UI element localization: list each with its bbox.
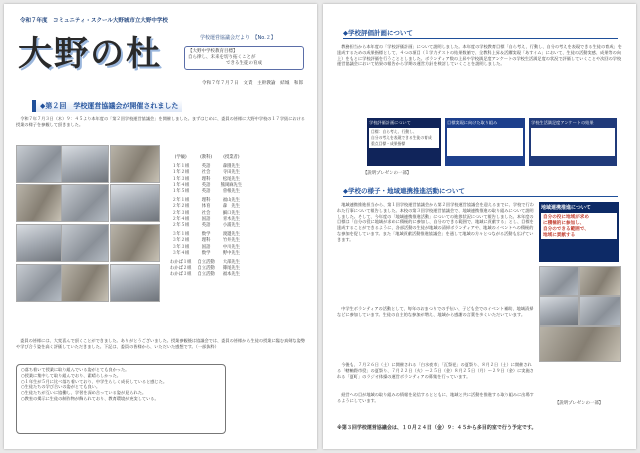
evaluation-section-title: ◆学校評価計画について bbox=[343, 28, 618, 39]
table-row bbox=[167, 210, 245, 216]
table-cell: ３年３組 bbox=[172, 244, 190, 250]
evaluation-paragraph: 教務担当から本年度の「学校評価計画」について説明しました。本年度の学校教育目標「自ら考え、行動し、自分の考えを表現できる生徒の育成」を達成するための成果指標として、４つの項目（１学力テストの結果数値で、全教科上昇＆活躍実現「あすイム」において、生徒の活動実感、成果等の向上）をもとに学校評価を行うこととしました。ボランティア数の上昇や学校満足度アンケートの学校生活満足度の状況で評価していくことや次回の学校運営協議会において結果の報告から学期の運営方針を検討していくことを説明しました。 bbox=[337, 44, 622, 67]
table-cell: 理科 bbox=[201, 198, 211, 204]
presentation-slide: 学校生活満足度アンケートの結果 bbox=[529, 118, 617, 166]
table-cell: 社会 bbox=[201, 210, 211, 216]
comment-item: ○生徒たちの学び合いの姿がとても良い。 bbox=[21, 384, 101, 390]
classroom-photo bbox=[110, 264, 160, 302]
after-paragraph: 委員の皆様には、大変喜んで頂くことができました。ありがとうございました。授業参観後は協議会では、委員の皆様から生徒の授業に臨む真剣な姿勢や学び合う姿を高く評価していただきました。下記は、委員の皆様から、いただいた感想です。（一部抜粋） bbox=[16, 338, 305, 349]
comment-item: ○授業に集中して取り組んでおり、素晴らしかった。 bbox=[21, 372, 121, 378]
table-cell: ３年２組 bbox=[172, 238, 190, 244]
table-row bbox=[167, 271, 245, 277]
education-motto: 【大野中学校教育目標】 自ら律し、未来を切り拓くことが できる生徒の育成 bbox=[184, 46, 304, 70]
table-cell: １年３組 bbox=[172, 176, 190, 182]
table-row bbox=[167, 222, 245, 228]
table-cell: １年２組 bbox=[172, 170, 190, 176]
notice-paragraph: 今後も、７月２６日（土）に開催される「白水夜市」「瓦祭祀」の夏祭り、８月２日（土）に開催される「轄軸際市役」の夏祭り、７月２２日（火）～２５日（金）８月２５日（月）～２９日（金）に実施される「夏町」のラジオ体操の運営ボランティアの募集を行っています。 bbox=[337, 362, 534, 379]
table-cell: 大部先生 bbox=[222, 259, 240, 265]
table-cell: 小浦先生 bbox=[222, 222, 240, 228]
classroom-photo bbox=[110, 184, 160, 222]
table-cell: 理科 bbox=[201, 176, 211, 182]
table-row bbox=[167, 265, 245, 271]
table-cell: 森園先生 bbox=[222, 164, 240, 170]
table-cell: 細口先生 bbox=[222, 210, 240, 216]
newsletter-left-page bbox=[4, 4, 317, 449]
activity-photo bbox=[539, 266, 579, 296]
school-org: 令和７年度 コミュニティ・スクール大野城市立大野中学校 bbox=[20, 18, 168, 24]
comment-item: ○落ち着いて授業に取り組んでいる姿がとても良かった。 bbox=[21, 367, 130, 372]
table-cell: 社会 bbox=[201, 170, 211, 176]
table-cell: 英語 bbox=[201, 182, 211, 188]
table-cell: 数学 bbox=[201, 250, 211, 256]
table-cell: 青木先生 bbox=[222, 216, 240, 222]
classroom-photo bbox=[16, 145, 62, 183]
table-row bbox=[167, 259, 245, 265]
table-cell: 英語 bbox=[201, 189, 211, 195]
classroom-photo bbox=[110, 145, 160, 183]
table-cell: 自立活動 bbox=[197, 259, 215, 265]
table-cell: ３年４組 bbox=[172, 250, 190, 256]
table-header-cell: (教科) bbox=[200, 155, 213, 161]
table-row bbox=[167, 237, 245, 243]
table-cell: 篠尾先生 bbox=[222, 266, 240, 272]
table-cell: 福本先生 bbox=[222, 272, 240, 278]
classroom-photo bbox=[61, 145, 109, 183]
activity-photo bbox=[579, 296, 621, 326]
table-cell: １年５組 bbox=[172, 189, 190, 195]
presentation-slide: 学校評価計画について 目標：自ら考え、行動し、 自分の考えを表現できる生徒の育成 重点目標・成果指標 bbox=[367, 118, 441, 166]
section-heading: ◆第２回 学校運営協議会が開催されました bbox=[32, 100, 182, 112]
community-paragraph: 地域連携推進担当から、第１回学校運営協議会から第２回学校運営協議会を迎えるまでに、学校で行われた行事について報告しました。本校の第３回学校運営協議会で、地域連携推進の取り組みについて説明しました。そして、今年度の「地域連携推進活動」についての進捗状況について報告しました。本年度の目標は「自分の役に地域が求めに積極的に参加し、自分のできる範囲で、地域に貢献する」とし、目標を達成することができるように、各部活動の生徒が地域の清掃ボランティアや、地域のイベントへの積極的な参加を促しています。また「地域貢献活動推進協議会」を通して地域の方々とつながる活動も広げていきます。 bbox=[337, 202, 534, 242]
table-cell: ２年３組 bbox=[172, 210, 190, 216]
table-cell: 福山先生 bbox=[222, 198, 240, 204]
table-cell: 熊岡麻先生 bbox=[220, 182, 243, 188]
table-cell: 寺田先生 bbox=[222, 170, 240, 176]
slide-caption: 【説明プレゼンの一部】 bbox=[363, 171, 412, 176]
community-slide: 地域連携推進について 自分の役に地域が求め に積極的に参加し、 自分のできる範囲で、 地域に貢献する bbox=[539, 202, 619, 262]
table-row bbox=[167, 188, 245, 194]
table-cell: 野中先生 bbox=[222, 250, 240, 256]
community-section-title: ◆学校の様子・地域連携推進活動について bbox=[343, 186, 618, 197]
table-header-row bbox=[167, 154, 245, 163]
comment-item: ○１年生が５月に比べ落ち着いており、中学生らしく成長していると感じた。 bbox=[21, 378, 168, 384]
activity-photo bbox=[539, 326, 621, 362]
table-cell: 竹井先生 bbox=[222, 238, 240, 244]
presentation-slide: 目標実現に向けた取り組み bbox=[445, 118, 525, 166]
table-cell: ２年４組 bbox=[172, 216, 190, 222]
class-schedule-table bbox=[167, 154, 245, 277]
table-row bbox=[167, 250, 245, 256]
slide-caption: 【説明プレゼンの一部】 bbox=[555, 401, 604, 406]
table-cell: 英語 bbox=[201, 222, 211, 228]
table-cell: 国語 bbox=[201, 244, 211, 250]
classroom-photo bbox=[110, 224, 160, 262]
classroom-photo bbox=[16, 184, 62, 222]
table-cell: 国語 bbox=[201, 216, 211, 222]
comment-item: ○生徒たちが互いに協働し、学習を深め合っている姿が見られた。 bbox=[21, 390, 147, 396]
table-cell: １年４組 bbox=[172, 182, 190, 188]
community-paragraph-2: 中学生ボランティアの活動として、毎年のおまつりでの手伝い、子ども会でのイベント補助、地域清掃などに参加しています。生徒の自主的な参加が増え、地域から感謝の言葉を多くいただいています。 bbox=[337, 306, 534, 317]
table-row bbox=[167, 169, 245, 175]
footer-note: ※第３回学校運営協議会は、１０月２４日（金）９：４５から多目的室で行う予定です。 bbox=[337, 425, 537, 431]
table-cell: ２年２組 bbox=[172, 204, 190, 210]
table-cell: 理科 bbox=[201, 238, 211, 244]
table-row bbox=[167, 243, 245, 249]
classroom-photo bbox=[16, 224, 62, 262]
issue-date: 令和７年７月７日 文責 主幹教諭 結城 和郎 bbox=[202, 81, 304, 86]
table-cell: 渡邊先生 bbox=[222, 232, 240, 238]
table-cell: ２年５組 bbox=[172, 222, 190, 228]
classroom-photo bbox=[16, 264, 62, 302]
table-row bbox=[167, 182, 245, 188]
intro-paragraph: 令和７年７月３日（木）９：４５より本年度の「第２回学校運営協議会」を開催しました。まずはじめに、委員の皆様に大野中学校の１７学級における授業の様子を参観して頂きました。 bbox=[16, 116, 305, 127]
table-cell: 松尾先生 bbox=[222, 176, 240, 182]
table-cell: 自立活動 bbox=[197, 272, 215, 278]
table-header-cell: (学級) bbox=[174, 155, 187, 161]
table-cell: 中川先生 bbox=[222, 244, 240, 250]
table-cell: 英語 bbox=[201, 164, 211, 170]
classroom-photo bbox=[61, 264, 109, 302]
issue-label: 学校運営協議会だより 【No.２】 bbox=[200, 35, 276, 41]
table-cell: ２年１組 bbox=[172, 198, 190, 204]
diamond-icon: ◆ bbox=[40, 102, 46, 110]
notice-paragraph-2: 経営への目が地域の取り組みの情報を発信するとともに、地域と共に活動を推進する取り組みに出場するようにしています。 bbox=[337, 392, 534, 403]
activity-photo bbox=[579, 266, 621, 296]
newsletter-right-page bbox=[323, 4, 636, 449]
table-row bbox=[167, 176, 245, 182]
table-header-cell: (授業者) bbox=[223, 155, 240, 161]
table-cell: わかば１組 bbox=[170, 259, 192, 265]
table-cell: ３年１組 bbox=[172, 232, 190, 238]
table-cell: わかば３組 bbox=[170, 272, 192, 278]
comments-box bbox=[16, 364, 226, 434]
table-cell: 体育 bbox=[201, 204, 211, 210]
newsletter-logo: 大野の杜 bbox=[18, 34, 162, 74]
table-row bbox=[167, 197, 245, 203]
table-cell: 森 先生 bbox=[222, 204, 240, 210]
table-row bbox=[167, 163, 245, 169]
classroom-photo bbox=[61, 184, 109, 222]
table-row bbox=[167, 216, 245, 222]
table-cell: １年１組 bbox=[172, 164, 190, 170]
classroom-photo bbox=[61, 224, 109, 262]
comment-item: ○教室の掲示に生徒の制作物が飾られており、教育環境が充実している。 bbox=[21, 395, 159, 401]
table-row bbox=[167, 203, 245, 209]
table-cell: 曽根先生 bbox=[222, 189, 240, 195]
table-row bbox=[167, 231, 245, 237]
table-cell: 自立活動 bbox=[197, 266, 215, 272]
table-cell: わかば２組 bbox=[170, 266, 192, 272]
activity-photo bbox=[539, 296, 579, 326]
table-cell: 数学 bbox=[201, 232, 211, 238]
